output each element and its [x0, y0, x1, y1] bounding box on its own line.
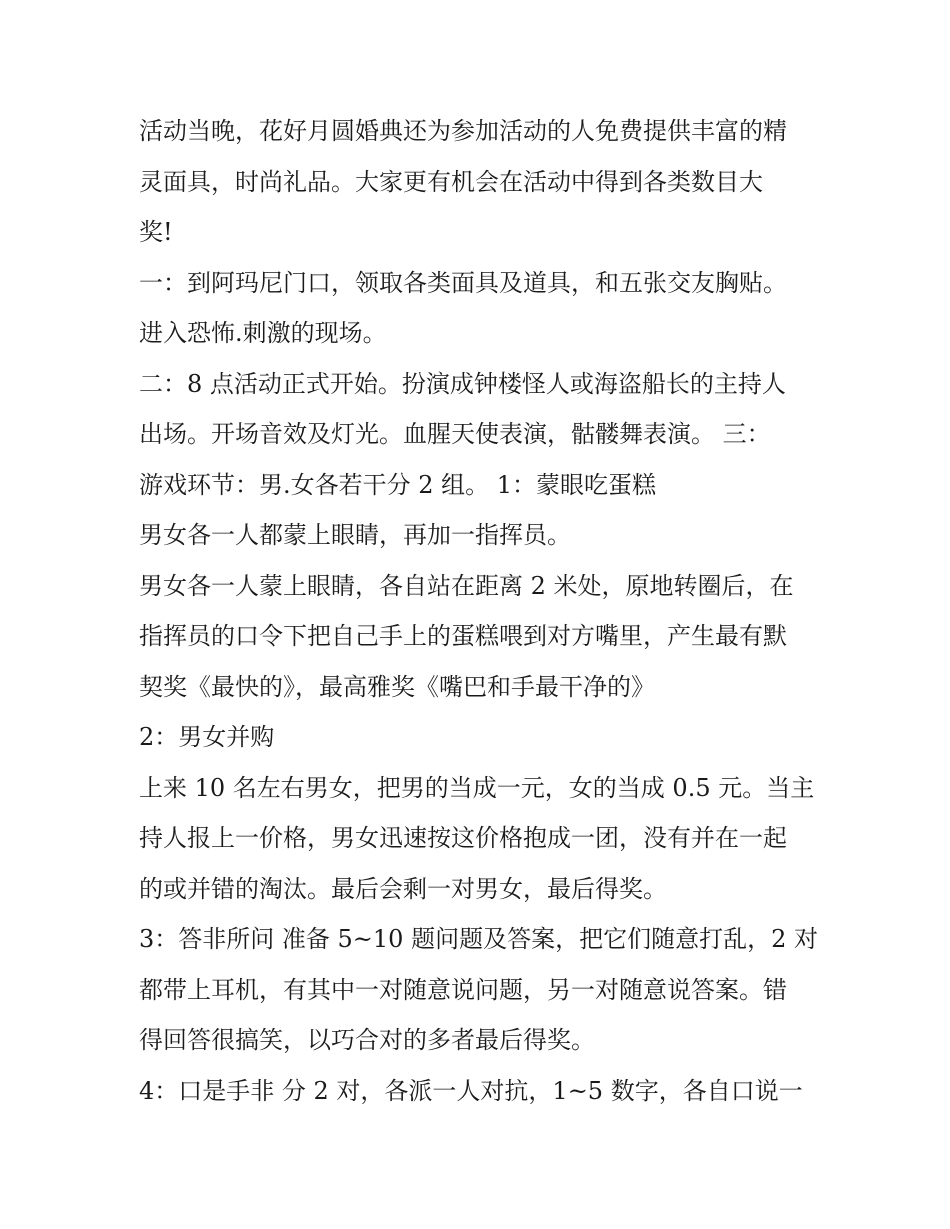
text-line: 2：男女并购: [139, 723, 275, 751]
text-line: 得回答很搞笑，以巧合对的多者最后得奖。: [139, 1026, 595, 1054]
text-line: 指挥员的口令下把自己手上的蛋糕喂到对方嘴里，产生最有默: [139, 622, 787, 650]
text-line: 灵面具，时尚礼品。大家更有机会在活动中得到各类数目大: [139, 167, 763, 196]
text-line: 男女各一人蒙上眼睛，各自站在距离 2 米处，原地转圈后，在: [139, 571, 794, 600]
text-line: 游戏环节：男.女各若干分 2 组。 1：蒙眼吃蛋糕: [139, 470, 657, 499]
text-line: 3：答非所问 准备 5~10 题问题及答案，把它们随意打乱，2 对: [139, 925, 818, 953]
text-line: 进入恐怖.刺激的现场。: [139, 319, 387, 347]
text-line: 二：8 点活动正式开始。扮演成钟楼怪人或海盗船长的主持人: [139, 369, 786, 398]
text-line: 出场。开场音效及灯光。血腥天使表演，骷髅舞表演。 三：: [139, 420, 771, 448]
text-line: 4：口是手非 分 2 对，各派一人对抗，1~5 数字，各自口说一: [139, 1076, 803, 1105]
text-line: 上来 10 名左右男女，把男的当成一元，女的当成 0.5 元。当主: [139, 773, 815, 802]
text-line: 男女各一人都蒙上眼睛，再加一指挥员。: [139, 521, 571, 549]
text-line: 的或并错的淘汰。最后会剩一对男女，最后得奖。: [139, 874, 667, 903]
text-line: 持人报上一价格，男女迅速按这价格抱成一团，没有并在一起: [139, 824, 787, 852]
text-line: 奖!: [139, 218, 173, 246]
document-body: [139, 106, 819, 1116]
text-line: 一：到阿玛尼门口，领取各类面具及道具，和五张交友胸贴。: [139, 268, 787, 297]
text-line: 都带上耳机，有其中一对随意说问题，另一对随意说答案。错: [139, 975, 787, 1004]
text-line: 契奖《最快的》，最高雅奖《嘴巴和手最干净的》: [139, 672, 655, 701]
text-line: 活动当晚，花好月圆婚典还为参加活动的人免费提供丰富的精: [139, 117, 787, 145]
